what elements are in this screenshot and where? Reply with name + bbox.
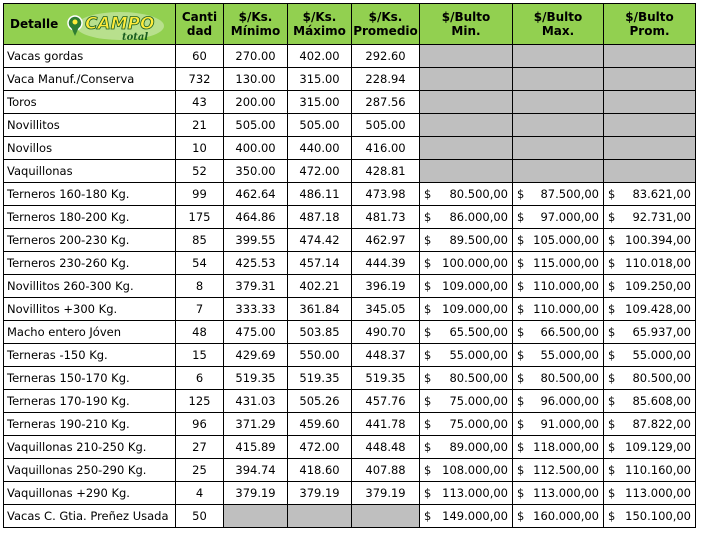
cell-min-ks: 462.64 [224, 183, 288, 206]
cell-prom-ks: 519.35 [352, 367, 420, 390]
table-row [4, 390, 696, 413]
cell-cantidad: 732 [176, 68, 224, 91]
currency-symbol: $ [517, 394, 525, 408]
header-bulto-prom: $/Bulto Prom. [604, 4, 696, 45]
currency-symbol: $ [608, 233, 616, 247]
cell-bulto-min [420, 344, 513, 367]
cell-category: Terneras 150-170 Kg. [4, 367, 176, 390]
cell-bulto-prom [604, 114, 696, 137]
currency-symbol: $ [517, 440, 525, 454]
cell-bulto-max [513, 114, 604, 137]
cell-prom-ks: 228.94 [352, 68, 420, 91]
cell-max-ks: 402.00 [288, 45, 352, 68]
cell-category: Terneros 160-180 Kg. [4, 183, 176, 206]
cell-prom-ks: 473.98 [352, 183, 420, 206]
money-value: 97.000,00 [540, 210, 599, 224]
money-value: 113.000,00 [625, 486, 691, 500]
cell-bulto-min [420, 413, 513, 436]
cell-category: Macho entero Jóven [4, 321, 176, 344]
cell-min-ks: 425.53 [224, 252, 288, 275]
cell-min-ks: 371.29 [224, 413, 288, 436]
cell-cantidad: 60 [176, 45, 224, 68]
cell-bulto-prom [604, 413, 696, 436]
currency-symbol: $ [517, 233, 525, 247]
table-row [4, 298, 696, 321]
table-row [4, 367, 696, 390]
table-row [4, 45, 696, 68]
currency-symbol: $ [517, 279, 525, 293]
header-row [4, 4, 696, 45]
table-row [4, 91, 696, 114]
currency-symbol: $ [608, 348, 616, 362]
cell-category: Vaquillonas +290 Kg. [4, 482, 176, 505]
cell-category: Terneros 200-230 Kg. [4, 229, 176, 252]
money-value: 109.129,00 [625, 440, 691, 454]
cell-max-ks: 550.00 [288, 344, 352, 367]
money-value: 110.160,00 [625, 463, 691, 477]
cell-cantidad: 15 [176, 344, 224, 367]
cell-bulto-min [420, 160, 513, 183]
cell-max-ks [288, 505, 352, 528]
cell-max-ks: 505.00 [288, 114, 352, 137]
cell-category: Terneras 170-190 Kg. [4, 390, 176, 413]
cell-min-ks: 130.00 [224, 68, 288, 91]
currency-symbol: $ [608, 210, 616, 224]
currency-symbol: $ [517, 256, 525, 270]
detalle-label: Detalle [10, 17, 59, 31]
cell-bulto-min [420, 436, 513, 459]
currency-symbol: $ [424, 486, 432, 500]
currency-symbol: $ [424, 348, 432, 362]
currency-symbol: $ [517, 210, 525, 224]
cell-bulto-max [513, 298, 604, 321]
cell-min-ks: 333.33 [224, 298, 288, 321]
cell-bulto-prom [604, 45, 696, 68]
cell-prom-ks: 457.76 [352, 390, 420, 413]
cell-bulto-max [513, 229, 604, 252]
cell-max-ks: 503.85 [288, 321, 352, 344]
cell-category: Novillos [4, 137, 176, 160]
cell-bulto-max [513, 459, 604, 482]
money-value: 112.500,00 [533, 463, 599, 477]
cell-category: Novillitos [4, 114, 176, 137]
cell-min-ks: 270.00 [224, 45, 288, 68]
money-value: 85.608,00 [632, 394, 691, 408]
money-value: 89.500,00 [449, 233, 508, 247]
cell-bulto-min [420, 298, 513, 321]
cell-bulto-min [420, 505, 513, 528]
cell-prom-ks: 505.00 [352, 114, 420, 137]
cell-bulto-prom [604, 367, 696, 390]
cell-bulto-max [513, 367, 604, 390]
currency-symbol: $ [517, 325, 525, 339]
money-value: 75.000,00 [449, 417, 508, 431]
cell-bulto-prom [604, 252, 696, 275]
table-row [4, 321, 696, 344]
cell-category: Vaquillonas [4, 160, 176, 183]
cell-cantidad: 54 [176, 252, 224, 275]
money-value: 110.000,00 [533, 279, 599, 293]
cell-bulto-min [420, 91, 513, 114]
money-value: 113.000,00 [442, 486, 508, 500]
cell-prom-ks: 441.78 [352, 413, 420, 436]
cell-bulto-prom [604, 206, 696, 229]
cell-bulto-max [513, 413, 604, 436]
cell-bulto-min [420, 390, 513, 413]
cell-prom-ks: 416.00 [352, 137, 420, 160]
money-value: 75.000,00 [449, 394, 508, 408]
campo-total-logo [66, 9, 164, 43]
cell-bulto-max [513, 45, 604, 68]
table-row [4, 436, 696, 459]
cell-max-ks: 361.84 [288, 298, 352, 321]
cell-prom-ks: 490.70 [352, 321, 420, 344]
logo-text: CAMPO [85, 14, 155, 34]
cell-category: Terneras 190-210 Kg. [4, 413, 176, 436]
money-value: 55.000,00 [632, 348, 691, 362]
table-row [4, 206, 696, 229]
currency-symbol: $ [608, 440, 616, 454]
cell-cantidad: 27 [176, 436, 224, 459]
money-value: 80.500,00 [449, 371, 508, 385]
money-value: 110.000,00 [533, 302, 599, 316]
money-value: 66.500,00 [540, 325, 599, 339]
cell-cantidad: 125 [176, 390, 224, 413]
cell-cantidad: 50 [176, 505, 224, 528]
currency-symbol: $ [424, 509, 432, 523]
money-value: 108.000,00 [442, 463, 508, 477]
cell-bulto-max [513, 321, 604, 344]
money-value: 96.000,00 [540, 394, 599, 408]
currency-symbol: $ [424, 187, 432, 201]
money-value: 55.000,00 [449, 348, 508, 362]
cell-bulto-prom [604, 436, 696, 459]
currency-symbol: $ [424, 325, 432, 339]
cell-max-ks: 315.00 [288, 91, 352, 114]
cell-cantidad: 52 [176, 160, 224, 183]
currency-symbol: $ [608, 187, 616, 201]
cell-prom-ks: 481.73 [352, 206, 420, 229]
cell-prom-ks: 448.48 [352, 436, 420, 459]
currency-symbol: $ [424, 302, 432, 316]
table-row [4, 252, 696, 275]
cell-bulto-max [513, 275, 604, 298]
currency-symbol: $ [608, 325, 616, 339]
cell-bulto-max [513, 206, 604, 229]
currency-symbol: $ [424, 210, 432, 224]
cell-cantidad: 96 [176, 413, 224, 436]
cell-prom-ks: 407.88 [352, 459, 420, 482]
cell-category: Vacas C. Gtia. Preñez Usada [4, 505, 176, 528]
currency-symbol: $ [424, 279, 432, 293]
money-value: 105.000,00 [533, 233, 599, 247]
currency-symbol: $ [608, 302, 616, 316]
cell-category: Vacas gordas [4, 45, 176, 68]
cell-cantidad: 7 [176, 298, 224, 321]
cell-bulto-min [420, 367, 513, 390]
cell-prom-ks: 287.56 [352, 91, 420, 114]
money-value: 92.731,00 [632, 210, 691, 224]
cell-bulto-prom [604, 390, 696, 413]
header-prom-ks: $/Ks. Promedio [352, 4, 420, 45]
header-detalle [4, 4, 176, 45]
money-value: 65.500,00 [449, 325, 508, 339]
cell-min-ks: 400.00 [224, 137, 288, 160]
table-row [4, 275, 696, 298]
cell-max-ks: 379.19 [288, 482, 352, 505]
money-value: 91.000,00 [540, 417, 599, 431]
currency-symbol: $ [517, 417, 525, 431]
money-value: 110.018,00 [625, 256, 691, 270]
cell-bulto-min [420, 137, 513, 160]
money-value: 100.000,00 [442, 256, 508, 270]
cell-bulto-min [420, 275, 513, 298]
cell-cantidad: 43 [176, 91, 224, 114]
cell-cantidad: 48 [176, 321, 224, 344]
currency-symbol: $ [517, 509, 525, 523]
currency-symbol: $ [424, 463, 432, 477]
currency-symbol: $ [517, 187, 525, 201]
cell-min-ks: 415.89 [224, 436, 288, 459]
cell-bulto-min [420, 68, 513, 91]
cell-max-ks: 472.00 [288, 160, 352, 183]
money-value: 80.500,00 [540, 371, 599, 385]
cell-bulto-max [513, 68, 604, 91]
currency-symbol: $ [517, 302, 525, 316]
cell-max-ks: 440.00 [288, 137, 352, 160]
money-value: 100.394,00 [625, 233, 691, 247]
cell-max-ks: 457.14 [288, 252, 352, 275]
logo-subtext: total [122, 32, 149, 43]
currency-symbol: $ [608, 486, 616, 500]
cell-bulto-prom [604, 275, 696, 298]
cell-bulto-max [513, 160, 604, 183]
cell-prom-ks: 462.97 [352, 229, 420, 252]
money-value: 113.000,00 [533, 486, 599, 500]
cell-max-ks: 505.26 [288, 390, 352, 413]
table-row [4, 68, 696, 91]
header-max-ks: $/Ks. Máximo [288, 4, 352, 45]
currency-symbol: $ [608, 417, 616, 431]
cell-bulto-min [420, 321, 513, 344]
money-value: 65.937,00 [632, 325, 691, 339]
cell-min-ks: 505.00 [224, 114, 288, 137]
currency-symbol: $ [424, 233, 432, 247]
cell-min-ks: 519.35 [224, 367, 288, 390]
money-value: 115.000,00 [533, 256, 599, 270]
currency-symbol: $ [608, 463, 616, 477]
table-row [4, 183, 696, 206]
cell-max-ks: 459.60 [288, 413, 352, 436]
cell-bulto-prom [604, 505, 696, 528]
currency-symbol: $ [424, 417, 432, 431]
cell-min-ks: 394.74 [224, 459, 288, 482]
money-value: 160.000,00 [533, 509, 599, 523]
table-row [4, 137, 696, 160]
cell-bulto-min [420, 459, 513, 482]
cell-cantidad: 21 [176, 114, 224, 137]
cell-cantidad: 6 [176, 367, 224, 390]
cell-bulto-prom [604, 91, 696, 114]
table-row [4, 114, 696, 137]
currency-symbol: $ [424, 371, 432, 385]
cell-prom-ks: 428.81 [352, 160, 420, 183]
cell-category: Toros [4, 91, 176, 114]
cell-min-ks: 379.31 [224, 275, 288, 298]
table-row [4, 505, 696, 528]
cell-bulto-max [513, 436, 604, 459]
cell-bulto-min [420, 183, 513, 206]
cell-bulto-max [513, 137, 604, 160]
cell-prom-ks: 292.60 [352, 45, 420, 68]
cell-bulto-prom [604, 482, 696, 505]
cell-bulto-prom [604, 321, 696, 344]
cell-bulto-max [513, 390, 604, 413]
money-value: 109.428,00 [625, 302, 691, 316]
currency-symbol: $ [608, 279, 616, 293]
cell-max-ks: 486.11 [288, 183, 352, 206]
table-row [4, 459, 696, 482]
cell-min-ks: 350.00 [224, 160, 288, 183]
cell-cantidad: 10 [176, 137, 224, 160]
cell-min-ks: 464.86 [224, 206, 288, 229]
header-cantidad: Canti dad [176, 4, 224, 45]
cell-bulto-min [420, 45, 513, 68]
cell-bulto-min [420, 482, 513, 505]
currency-symbol: $ [517, 486, 525, 500]
header-min-ks: $/Ks. Mínimo [224, 4, 288, 45]
cell-min-ks: 200.00 [224, 91, 288, 114]
cell-max-ks: 519.35 [288, 367, 352, 390]
cell-min-ks: 475.00 [224, 321, 288, 344]
cell-bulto-prom [604, 183, 696, 206]
cell-bulto-prom [604, 344, 696, 367]
cell-cantidad: 4 [176, 482, 224, 505]
cell-cantidad: 25 [176, 459, 224, 482]
money-value: 150.100,00 [625, 509, 691, 523]
currency-symbol: $ [608, 509, 616, 523]
currency-symbol: $ [608, 394, 616, 408]
currency-symbol: $ [517, 348, 525, 362]
cell-max-ks: 472.00 [288, 436, 352, 459]
currency-symbol: $ [424, 256, 432, 270]
cell-bulto-max [513, 252, 604, 275]
cell-prom-ks [352, 505, 420, 528]
cell-bulto-prom [604, 459, 696, 482]
currency-symbol: $ [608, 256, 616, 270]
price-table [3, 3, 696, 528]
cell-bulto-max [513, 505, 604, 528]
cell-min-ks: 379.19 [224, 482, 288, 505]
cell-bulto-max [513, 91, 604, 114]
money-value: 109.250,00 [625, 279, 691, 293]
cell-category: Novillitos 260-300 Kg. [4, 275, 176, 298]
cell-min-ks: 429.69 [224, 344, 288, 367]
header-bulto-max: $/Bulto Max. [513, 4, 604, 45]
money-value: 83.621,00 [632, 187, 691, 201]
header-bulto-min: $/Bulto Min. [420, 4, 513, 45]
cell-min-ks [224, 505, 288, 528]
table-row [4, 160, 696, 183]
currency-symbol: $ [517, 371, 525, 385]
money-value: 109.000,00 [442, 279, 508, 293]
cell-bulto-prom [604, 160, 696, 183]
money-value: 86.000,00 [449, 210, 508, 224]
money-value: 80.500,00 [632, 371, 691, 385]
cell-bulto-prom [604, 298, 696, 321]
cell-cantidad: 175 [176, 206, 224, 229]
cell-bulto-prom [604, 229, 696, 252]
cell-bulto-max [513, 344, 604, 367]
table-body [4, 45, 696, 528]
table-row [4, 229, 696, 252]
money-value: 89.000,00 [449, 440, 508, 454]
cell-category: Terneros 230-260 Kg. [4, 252, 176, 275]
money-value: 80.500,00 [449, 187, 508, 201]
money-value: 87.822,00 [632, 417, 691, 431]
cell-category: Terneras -150 Kg. [4, 344, 176, 367]
cell-category: Vaquillonas 250-290 Kg. [4, 459, 176, 482]
cell-min-ks: 399.55 [224, 229, 288, 252]
cell-prom-ks: 396.19 [352, 275, 420, 298]
cell-bulto-prom [604, 137, 696, 160]
currency-symbol: $ [517, 463, 525, 477]
cell-bulto-min [420, 229, 513, 252]
cell-prom-ks: 448.37 [352, 344, 420, 367]
cell-min-ks: 431.03 [224, 390, 288, 413]
currency-symbol: $ [424, 440, 432, 454]
cell-bulto-max [513, 482, 604, 505]
cell-max-ks: 474.42 [288, 229, 352, 252]
cell-category: Vaquillonas 210-250 Kg. [4, 436, 176, 459]
cell-bulto-max [513, 183, 604, 206]
money-value: 109.000,00 [442, 302, 508, 316]
cell-max-ks: 418.60 [288, 459, 352, 482]
cell-max-ks: 487.18 [288, 206, 352, 229]
cell-cantidad: 99 [176, 183, 224, 206]
cell-category: Terneros 180-200 Kg. [4, 206, 176, 229]
cell-prom-ks: 444.39 [352, 252, 420, 275]
cell-cantidad: 85 [176, 229, 224, 252]
cell-max-ks: 315.00 [288, 68, 352, 91]
money-value: 87.500,00 [540, 187, 599, 201]
currency-symbol: $ [424, 394, 432, 408]
table-row [4, 344, 696, 367]
table-row [4, 413, 696, 436]
money-value: 149.000,00 [442, 509, 508, 523]
cell-bulto-min [420, 114, 513, 137]
cell-bulto-min [420, 206, 513, 229]
cell-bulto-prom [604, 68, 696, 91]
cell-category: Novillitos +300 Kg. [4, 298, 176, 321]
table-row [4, 482, 696, 505]
cell-cantidad: 8 [176, 275, 224, 298]
cell-prom-ks: 379.19 [352, 482, 420, 505]
cell-category: Vaca Manuf./Conserva [4, 68, 176, 91]
money-value: 55.000,00 [540, 348, 599, 362]
cell-max-ks: 402.21 [288, 275, 352, 298]
cell-prom-ks: 345.05 [352, 298, 420, 321]
cell-bulto-min [420, 252, 513, 275]
currency-symbol: $ [608, 371, 616, 385]
money-value: 118.000,00 [533, 440, 599, 454]
